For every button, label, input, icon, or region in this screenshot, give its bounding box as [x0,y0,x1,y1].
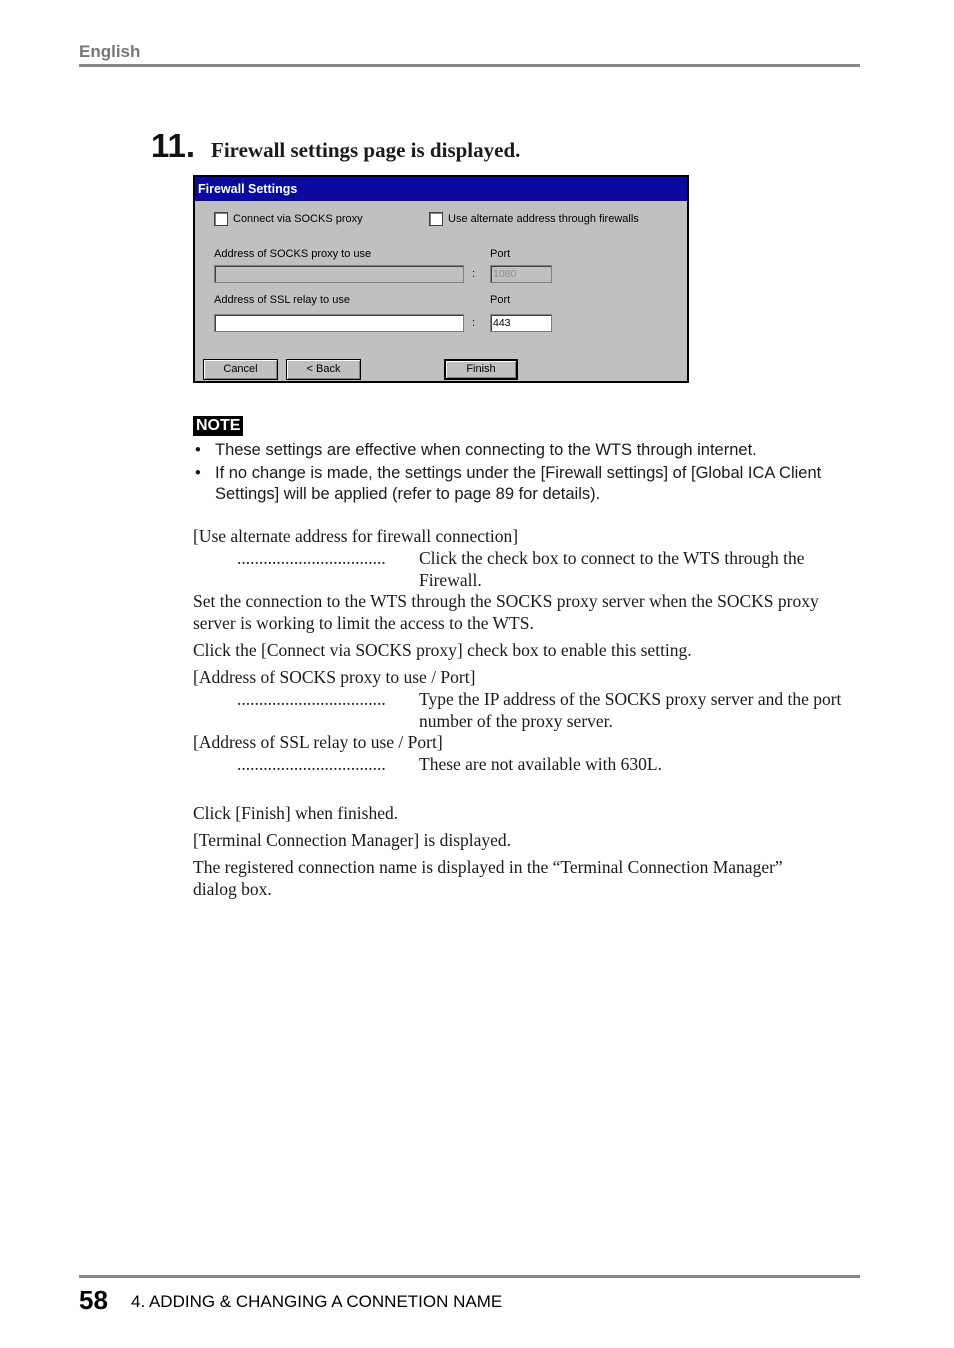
step-number: 11. [151,127,196,164]
leader-dots: .................................. [237,689,386,709]
ssl-port-input[interactable]: 443 [490,314,552,332]
socks-proxy-checkbox[interactable] [214,212,363,226]
registered-name-text: The registered connection name is displayed in the “Terminal Connection Manager” dialog box. [193,857,783,899]
ssl-colon: : [472,317,476,329]
checkbox-box[interactable] [429,212,443,226]
firewall-settings-dialog [193,175,689,383]
socks-colon: : [472,268,476,280]
note-item: • These settings are effective when connecting to the WTS through internet. [193,440,863,461]
socks-address-input[interactable] [214,265,464,283]
socks-address-description: Type the IP address of the SOCKS proxy server and the port number of the proxy server. [419,689,842,731]
alt-address-heading: [Use alternate address for firewall connection] [193,526,519,546]
ssl-relay-heading: [Address of SSL relay to use / Port] [193,732,443,752]
leader-dots: .................................. [237,548,386,568]
socks-paragraph-2: Click the [Connect via SOCKS proxy] check box to enable this setting. [193,640,692,660]
page-number: 58 [79,1285,108,1315]
note-item: • If no change is made, the settings under the [Firewall settings] of [Global ICA Client Settings] will be applied (refer to page 89 for details). [193,463,863,505]
ssl-port-label: Port [490,294,511,306]
header-language: English [79,42,141,61]
cancel-button[interactable]: Cancel [203,359,278,380]
note-badge: NOTE [193,416,243,436]
alt-address-description: Click the check box to connect to the WTS through the Firewall. [419,548,805,590]
socks-address-heading: [Address of SOCKS proxy to use / Port] [193,667,476,687]
leader-dots: .................................. [237,754,386,774]
note-list [193,440,863,507]
chapter-title: 4. ADDING & CHANGING A CONNETION NAME [131,1292,503,1311]
finish-button[interactable]: Finish [444,359,518,380]
back-button[interactable]: < Back [286,359,361,380]
footer-rule [79,1275,860,1278]
ssl-address-label: Address of SSL relay to use [214,294,350,306]
ssl-address-input[interactable] [214,314,464,332]
socks-port-input[interactable]: 1080 [490,265,552,283]
socks-port-label: Port [490,248,511,260]
dialog-title-bar: Firewall Settings [195,177,687,201]
socks-paragraph-1: Set the connection to the WTS through the SOCKS proxy server when the SOCKS proxy server is working to limit the access to the WTS. [193,591,819,633]
step-title: Firewall settings page is displayed. [211,138,521,162]
socks-proxy-checkbox-label: Connect via SOCKS proxy [233,213,363,225]
header-rule [79,64,860,67]
socks-address-label: Address of SOCKS proxy to use [214,248,372,260]
ssl-relay-description: These are not available with 630L. [419,754,662,774]
checkbox-box[interactable] [214,212,228,226]
manager-displayed-text: [Terminal Connection Manager] is displayed. [193,830,512,850]
alternate-address-checkbox[interactable] [429,212,639,226]
finish-instruction: Click [Finish] when finished. [193,803,399,823]
alternate-address-checkbox-label: Use alternate address through firewalls [448,213,639,225]
